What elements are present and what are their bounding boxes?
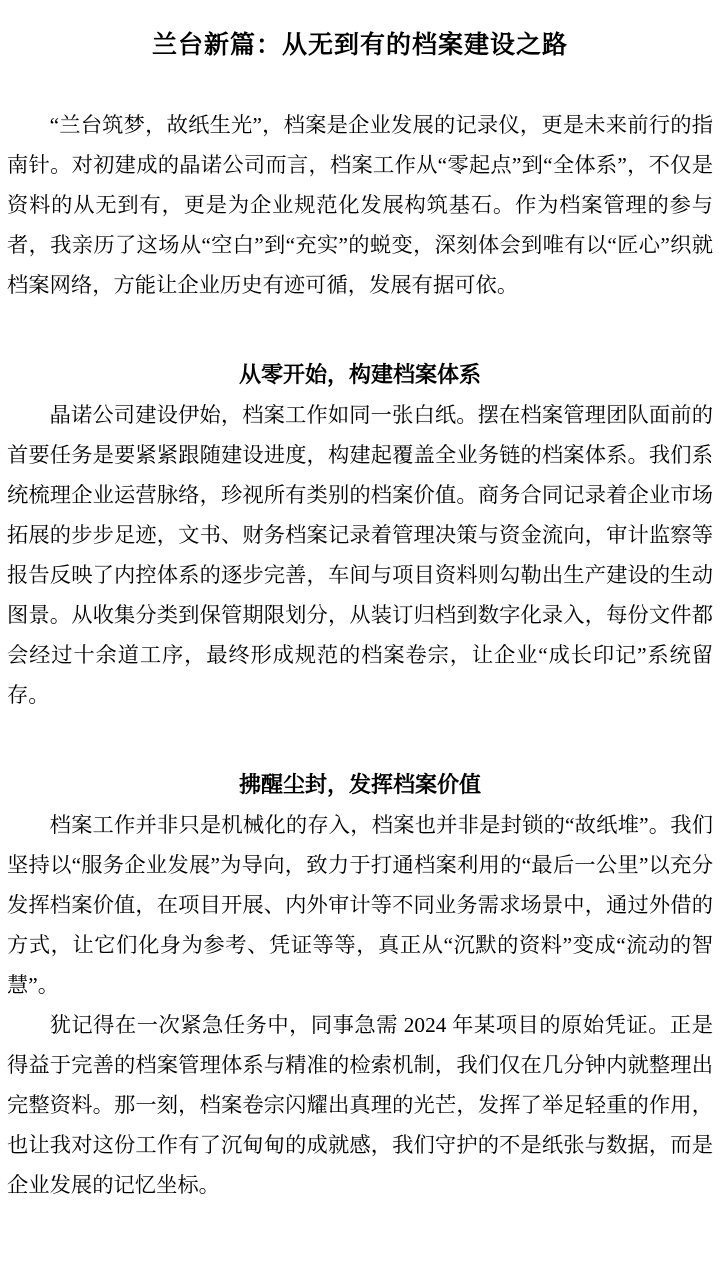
section-2-paragraph-2: 犹记得在一次紧急任务中，同事急需 2024 年某项目的原始凭证。正是得益于完善的档案管理体系与精准的检索机制，我们仅在几分钟内就整理出完整资料。那一刻，档案卷宗闪耀出真理的光芒，发挥了举足轻重的作用，也让我对这份工作有了沉甸甸的成就感，我们守护的不是纸张与数据，而是企业发展的记忆坐标。	[7, 1013, 713, 1197]
document-title: 兰台新篇：从无到有的档案建设之路	[151, 31, 568, 59]
section-2-paragraph-1: 档案工作并非只是机械化的存入，档案也并非是封锁的“故纸堆”。我们坚持以“服务企业发展”为导向，致力于打通档案利用的“最后一公里”以充分发挥档案价值，在项目开展、内外审计等不同业务需求场景中，通过外借的方式，让它们化身为参考、凭证等等，真正从“沉默的资料”变成“流动的智慧”。	[7, 813, 713, 997]
section-heading-archive-value: 拂醒尘封，发挥档案价值	[238, 772, 481, 797]
section-heading-building-archive-system: 从零开始，构建档案体系	[238, 362, 481, 387]
section-1-paragraph-1: 晶诺公司建设伊始，档案工作如同一张白纸。摆在档案管理团队面前的首要任务是要紧紧跟随建设进度，构建起覆盖全业务链的档案体系。我们系统梳理企业运营脉络，珍视所有类别的档案价值。商务合同记录着企业市场拓展的步步足迹，文书、财务档案记录着管理决策与资金流向，审计监察等报告反映了内控体系的逐步完善，车间与项目资料则勾勒出生产建设的生动图景。从收集分类到保管期限划分，从装订归档到数字化录入，每份文件都会经过十余道工序，最终形成规范的档案卷宗，让企业“成长印记”系统留存。	[7, 403, 713, 707]
intro-paragraph: “兰台筑梦，故纸生光”，档案是企业发展的记录仪，更是未来前行的指南针。对初建成的晶诺公司而言，档案工作从“零起点”到“全体系”，不仅是资料的从无到有，更是为企业规范化发展构筑基石。作为档案管理的参与者，我亲历了这场从“空白”到“充实”的蜕变，深刻体会到唯有以“匠心”织就档案网络，方能让企业历史有迹可循，发展有据可依。	[7, 113, 713, 297]
